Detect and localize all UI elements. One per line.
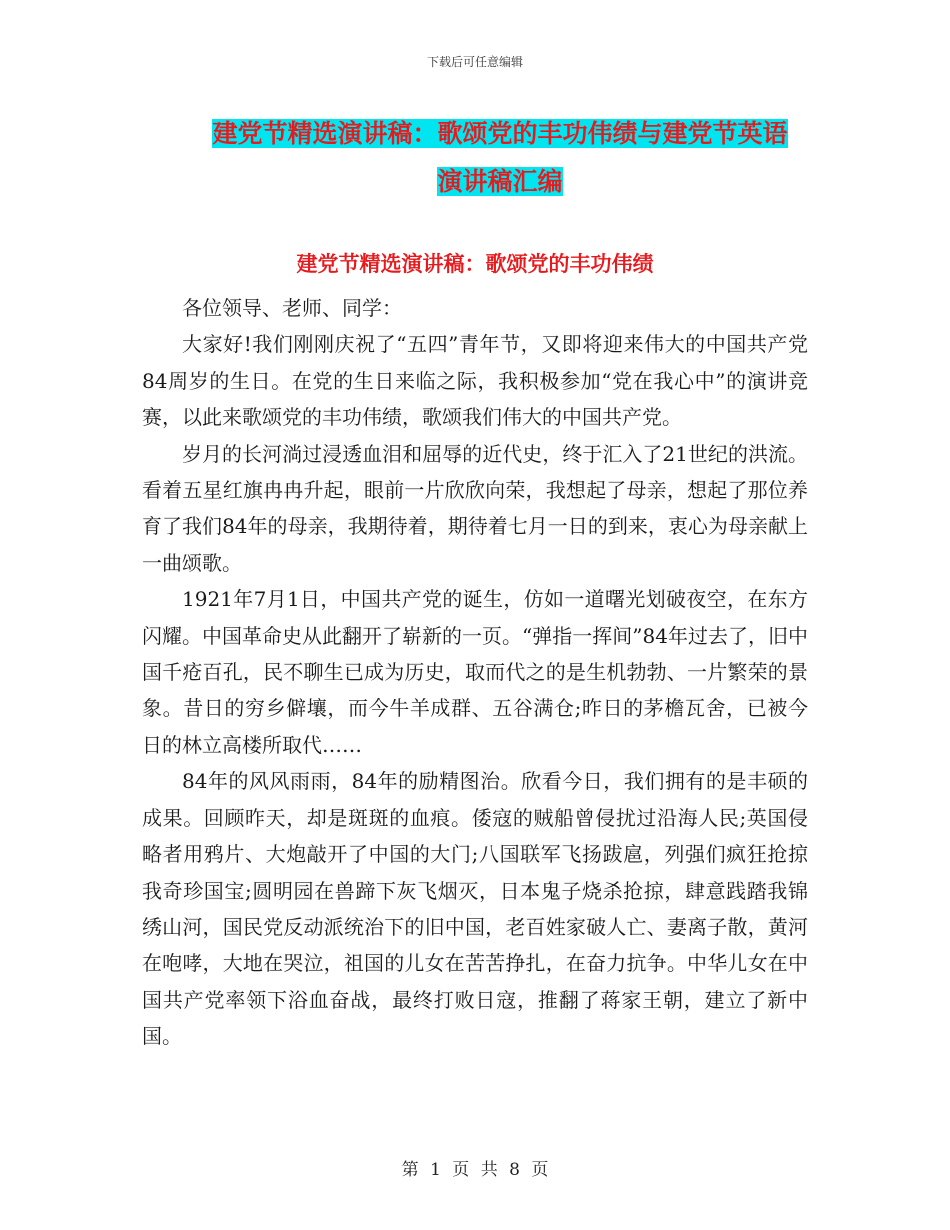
paragraph: 84年的风风雨雨，84年的励精图治。欣看今日，我们拥有的是丰硕的成果。回顾昨天，却是斑斑的血痕。倭寇的贼船曾侵扰过沿海人民;英国侵略者用鸦片、大炮敲开了中国的大门;八国联军飞扬跋扈，列强们疯狂抢掠我奇珍国宝;圆明园在兽蹄下灰飞烟灭，日本鬼子烧杀抢掠，肆意践踏我锦绣山河，国民党反动派统治下的旧中国，老百姓家破人亡、妻离子散，黄河在咆哮，大地在哭泣，祖国的儿女在苦苦挣扎，在奋力抗争。中华儿女在中国共产党率领下浴血奋战，最终打败日寇，推翻了蒋家王朝，建立了新中国。 [142,769,808,1049]
document-title [140,110,860,206]
document-title-line-1: 建党节精选演讲稿：歌颂党的丰功伟绩与建党节英语 [212,119,788,148]
paragraph: 岁月的长河淌过浸透血泪和屈辱的近代史，终于汇入了21世纪的洪流。看着五星红旗冉冉升起，眼前一片欣欣向荣，我想起了母亲，想起了那位养育了我们84年的母亲，我期待着，期待着七月一日的到来，衷心为母亲献上一曲颂歌。 [142,441,808,575]
paragraph: 1921年7月1日，中国共产党的诞生，仿如一道曙光划破夜空，在东方闪耀。中国革命史从此翻开了崭新的一页。“弹指一挥间”84年过去了，旧中国千疮百孔，民不聊生已成为历史，取而代之的是生机勃勃、一片繁荣的景象。昔日的穷乡僻壤，而今牛羊成群、五谷满仓;昨日的茅檐瓦舍，已被今日的林立高楼所取代…… [142,587,808,757]
header-note: 下载后可任意编辑 [426,55,523,69]
section-title: 建党节精选演讲稿：歌颂党的丰功伟绩 [296,251,654,276]
page-number-footer: 第 1 页 共 8 页 [401,1160,549,1180]
paragraph: 大家好!我们刚刚庆祝了“五四”青年节，又即将迎来伟大的中国共产党84周岁的生日。在党的生日来临之际，我积极参加“党在我心中”的演讲竞赛，以此来歌颂党的丰功伟绩，歌颂我们伟大的中国共产党。 [142,332,808,430]
document-title-line-2: 演讲稿汇编 [437,167,563,196]
body-text [142,290,808,1055]
paragraph-greeting: 各位领导、老师、同学： [182,296,402,320]
